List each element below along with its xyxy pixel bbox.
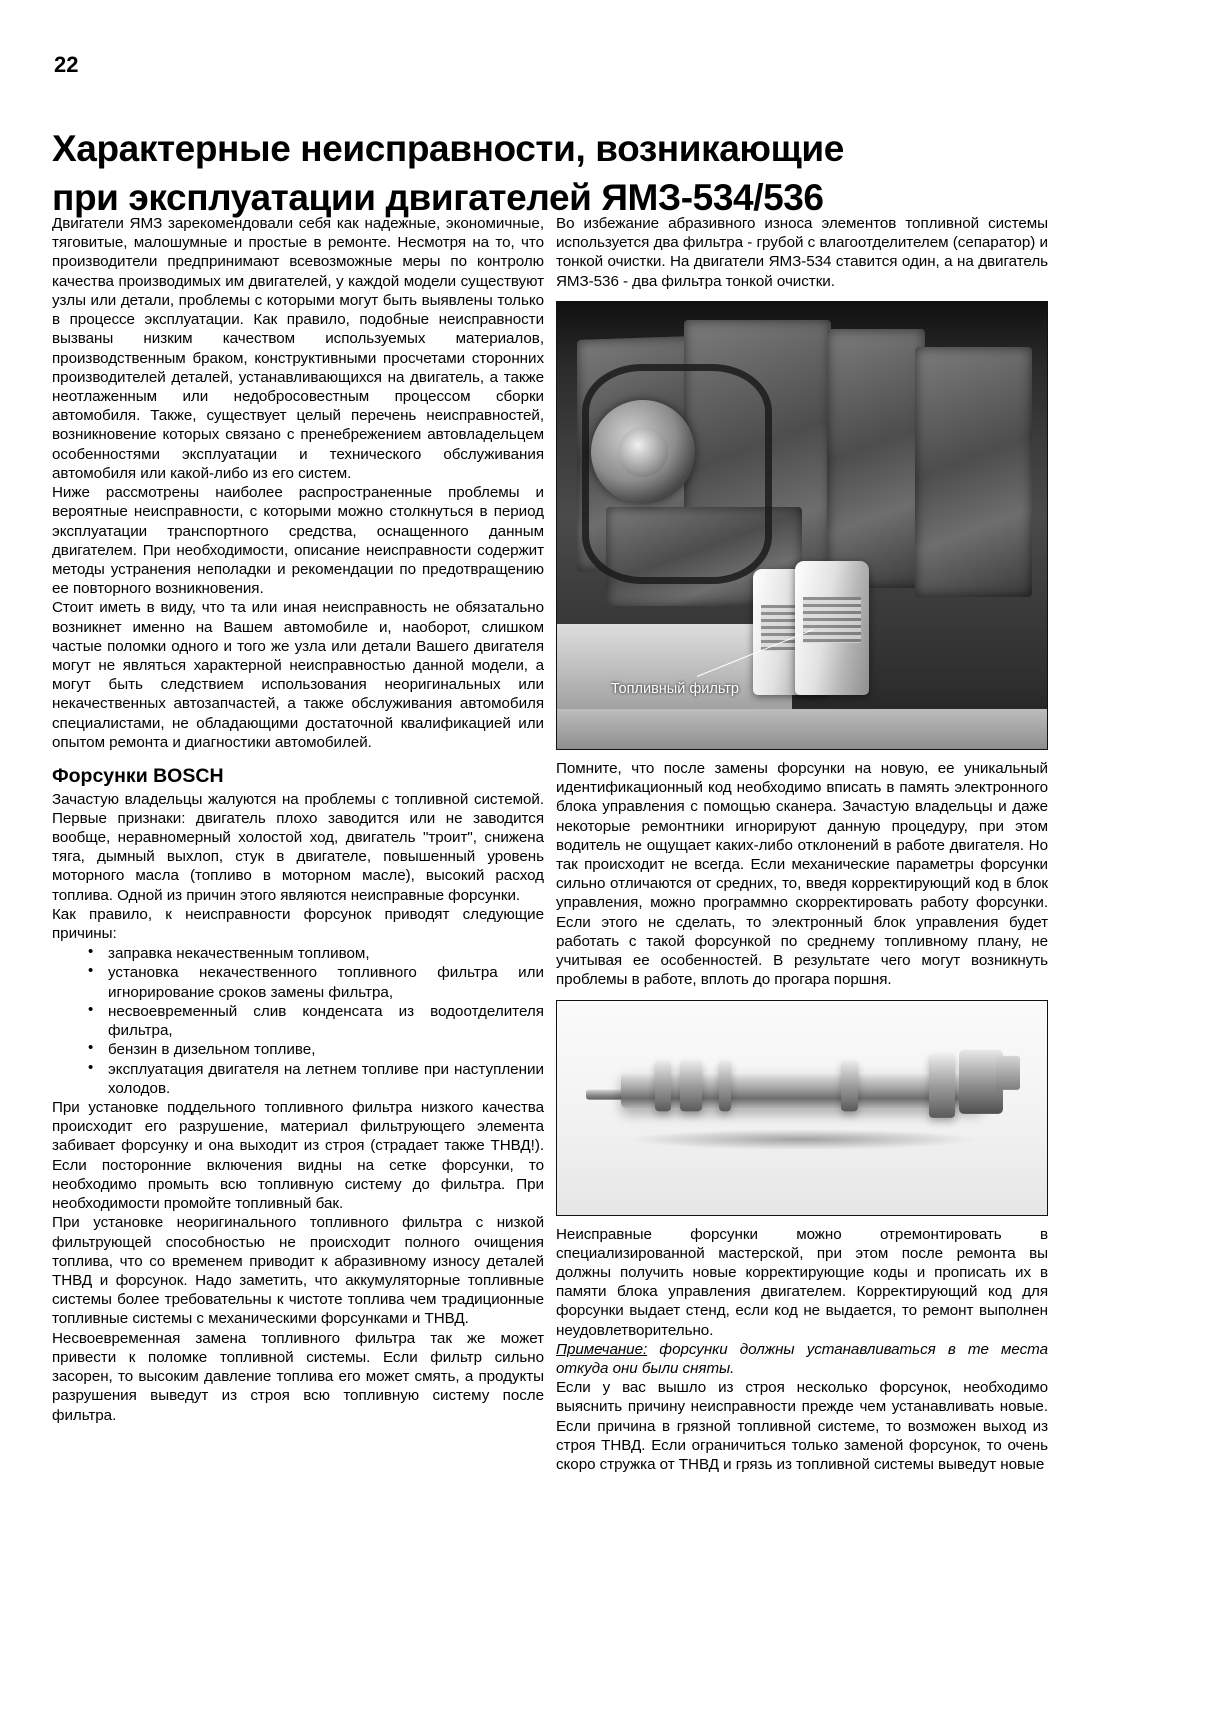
injector-shadow: [626, 1129, 979, 1150]
injector-ring: [929, 1054, 954, 1118]
fuel-filter-2: [795, 561, 869, 695]
paragraph: Во избежание абразивного износа элементов топливной системы используется два фильтра - грубой с влагоотделителем (сепаратор) и тонкой очистки. На двигатели ЯМЗ-534 ставится один, а на двигатель ЯМЗ-536 - два фильтра тонкой очистки.: [556, 215, 1048, 290]
engine-photo: [556, 301, 1048, 750]
engine-photo-image: [557, 302, 1047, 749]
note-text: форсунки должны устанавливаться в те места откуда они были сняты.: [556, 1340, 1048, 1378]
injector-connector: [996, 1056, 1021, 1090]
page-number: 22: [54, 52, 79, 77]
page-title-line-2: при эксплуатации двигателей ЯМЗ-534/536: [52, 176, 824, 218]
two-column-body: [52, 214, 1162, 1674]
list-item: • заправка некачественным топливом,: [88, 944, 544, 963]
paragraph: Несвоевременная замена топливного фильтра так же может привести к поломке топливной системы. Если фильтр сильно засорен, то высоким давление топлива его может смять, а продукты разрушения выведут из строя всю топливную систему после фильтра.: [52, 1329, 544, 1424]
paragraph: Неисправные форсунки можно отремонтировать в специализированной мастерской, при этом после ремонта вы должны получить новые корректирующие коды и прописать их в памяти блока управления двигателем. Корректирующий код для форсунки выдает стенд, если код не выдается, то ремонт выполнен неудовлетворительно.: [556, 1225, 1048, 1339]
engine-part: [827, 329, 925, 588]
injector-photo-image: [557, 1001, 1047, 1215]
causes-list: [52, 944, 544, 1098]
paragraph: Если у вас вышло из строя несколько форсунок, необходимо выяснить причину неисправности прежде чем устанавливать новые. Если причина в грязной топливной системе, то возможен выход из строя ТНВД. Если ограничиться только заменой форсунок, то очень скоро стружка от ТНВД и грязь из топливной системы выведут новые: [556, 1379, 1048, 1474]
list-item: • бензин в дизельном топливе,: [88, 1040, 544, 1059]
paragraph: Как правило, к неисправности форсунок приводят следующие причины:: [52, 905, 544, 943]
paragraph: Стоит иметь в виду, что та или иная неисправность не обязатально возникнет именно на Вашем автомобиле и, наоборот, слишком частые поломки одного и того же узла или детали Вашего двигателя могут не являться характерной неисправностью данной модели, а могут быть следствием использования неоригинальных или некачественных автозапчастей, а также обслуживания автомобиля специалистами, не обладающими достаточной квалификацией или опытом ремонта и диагностики автомобилей.: [52, 599, 544, 751]
note-paragraph: [556, 1340, 1048, 1378]
injector-photo: [556, 1000, 1048, 1216]
paragraph: Помните, что после замены форсунки на новую, ее уникальный идентификационный код необходимо вписать в память электронного блока управления с помощью сканера. Зачастую владельцы и даже некоторые ремонтники игнорируют данную процедуру, при этом водитель не ощущает каких-либо отклонений в работе двигателя. Но так происходит не всегда. Если механические параметры форсунки сильно отличаются от средних, то, введя корректирующий код в блок управления, можно программно скорректировать работу форсунки. Если этого не сделать, то электронный блок управления будет работать с такой форсункой по среднему топливному плану, не учитывая ее особенностей. В результате чего могут возникнуть проблемы в работе, вплоть до прогара поршня.: [556, 759, 1048, 989]
list-item: • несвоевременный слив конденсата из водоотделителя фильтра,: [88, 1002, 544, 1040]
left-column: [52, 214, 544, 1425]
paragraph: Зачастую владельцы жалуются на проблемы с топливной системой. Первые признаки: двигатель плохо заводится или не заводится вообще, неравномерный холостой ход, двигатель "троит", снижена тяга, дымный выхлоп, стук в двигателе, повышенный уровень моторного масла (топливо в моторном масле), высокий расход топлива. Одной из причин этого являются неисправные форсунки.: [52, 790, 544, 904]
injector-ring: [680, 1060, 702, 1111]
pulley: [591, 400, 695, 504]
section-heading-injectors: Форсунки BOSCH: [52, 765, 224, 788]
paragraph: При установке поддельного топливного фильтра низкого качества происходит его разрушение, материал фильтрующего элемента забивает форсунку и она выходит из строя (страдает также ТНВД!). Если посторонние включения видны на сетке форсунки, то необходимо промыть всю топливную систему до фильтра. При необходимости промойте топливный бак.: [52, 1099, 544, 1213]
callout-label-fuel-filter: Топливный фильтр: [610, 681, 739, 698]
paragraph: Ниже рассмотрены наиболее распространенные проблемы и вероятные неисправности, с которыми можно столкнуться в период эксплуатации транспортного средства, оснащенного данным двигателем. При необходимости, описание неисправности содержит методы устранения неполадки и рекомендации по предотвращению ее повторного возникновения.: [52, 484, 544, 598]
note-label: Примечание:: [556, 1340, 648, 1358]
page-title-line-1: Характерные неисправности, возникающие: [52, 127, 844, 169]
list-item: • эксплуатация двигателя на летнем топливе при наступлении холодов.: [88, 1060, 544, 1098]
paragraph: Двигатели ЯМЗ зарекомендовали себя как надежные, экономичные, тяговитые, малошумные и простые в ремонте. Несмотря на то, что производители предпринимают всевозможные меры по контролю качества производимых им двигателей, у каждой модели существуют узлы или детали, проблемы с которыми могут быть выявлены только в процессе эксплуатации. Как правило, подобные неисправности вызваны низким качеством используемых материалов, производственным браком, конструктивными просчетами сторонних производителей деталей, устанавливающихся на двигатель, а также неотлаженным или недобросовестным процессом сборки автомобиля. Также, существует целый перечень неисправностей, возникновение которых связано с пренебрежением автовладельцем особенностями эксплуатации и технического обслуживания автомобиля или какой-либо из его систем.: [52, 215, 544, 482]
injector-ring: [841, 1060, 858, 1111]
right-column: [556, 214, 1048, 1474]
paragraph: При установке неоригинального топливного фильтра с низкой фильтрующей способностью не происходит полного очищения топлива, что со временем приводит к абразивному износу деталей ТНВД и форсунок. Надо заметить, что аккумуляторные топливные системы более требовательны к чистоте топлива чем традиционные топливные системы с механическими форсунками и ТНВД.: [52, 1214, 544, 1328]
factory-floor: [557, 709, 1047, 749]
injector-ring: [719, 1060, 732, 1111]
list-item: • установка некачественного топливного фильтра или игнорирование сроков замены фильтра,: [88, 963, 544, 1001]
injector-ring: [655, 1060, 671, 1111]
engine-part: [915, 347, 1033, 597]
page-title: [52, 125, 1162, 223]
